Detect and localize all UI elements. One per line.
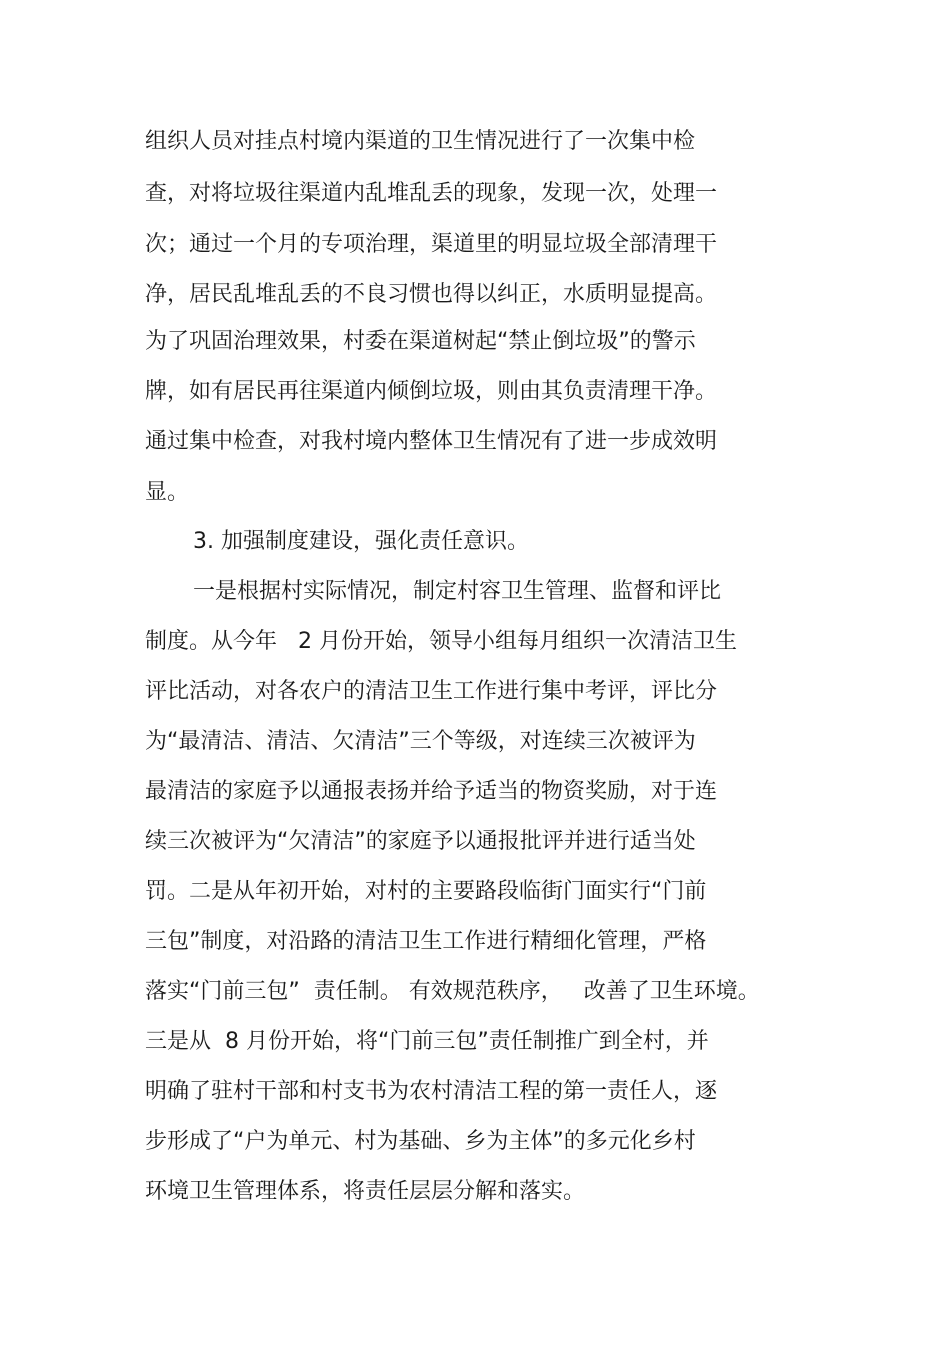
text-line-22: 环境卫生管理体系，将责任层层分解和落实。 [145, 1179, 586, 1204]
text-line-7: 通过集中检查，对我村境内整体卫生情况有了进一步成效明 [145, 429, 718, 454]
text-line-15: 续三次被评为“欠清洁”的家庭予以通报批评并进行适当处 [145, 829, 696, 854]
text-line-14: 最清洁的家庭予以通报表扬并给予适当的物资奖励，对于连 [145, 779, 718, 804]
text-line-1: 组织人员对挂点村境内渠道的卫生情况进行了一次集中检 [145, 129, 696, 154]
text-line-13: 为“最清洁、清洁、欠清洁”三个等级，对连续三次被评为 [145, 729, 696, 754]
text-line-2: 查，对将垃圾往渠道内乱堆乱丢的现象，发现一次，处理一 [145, 181, 718, 206]
text-line-12: 评比活动，对各农户的清洁卫生工作进行集中考评，评比分 [145, 679, 718, 704]
text-line-8: 显。 [145, 480, 190, 505]
text-line-19: 三是从 8 月份开始，将“门前三包”责任制推广到全村，并 [145, 1029, 709, 1054]
text-line-10: 一是根据村实际情况，制定村容卫生管理、监督和评比 [193, 579, 722, 604]
text-line-5: 为了巩固治理效果，村委在渠道树起“禁止倒垃圾”的警示 [145, 329, 696, 354]
text-line-11: 制度。从今年 2 月份开始，领导小组每月组织一次清洁卫生 [145, 629, 737, 654]
text-line-6: 牌，如有居民再往渠道内倾倒垃圾，则由其负责清理干净。 [145, 379, 718, 404]
text-line-3: 次；通过一个月的专项治理，渠道里的明显垃圾全部清理干 [145, 232, 718, 257]
section-heading: 3. 加强制度建设，强化责任意识。 [193, 529, 529, 554]
text-line-17: 三包”制度，对沿路的清洁卫生工作进行精细化管理，严格 [145, 929, 707, 954]
text-line-21: 步形成了“户为单元、村为基础、乡为主体”的多元化乡村 [145, 1129, 696, 1154]
text-line-20: 明确了驻村干部和村支书为农村清洁工程的第一责任人，逐 [145, 1079, 718, 1104]
text-line-4: 净，居民乱堆乱丢的不良习惯也得以纠正，水质明显提高。 [145, 282, 718, 307]
text-line-16: 罚。二是从年初开始，对村的主要路段临街门面实行“门前 [145, 879, 707, 904]
text-line-18: 落实“门前三包” 责任制。 有效规范秩序， 改善了卫生环境。 [145, 979, 760, 1004]
